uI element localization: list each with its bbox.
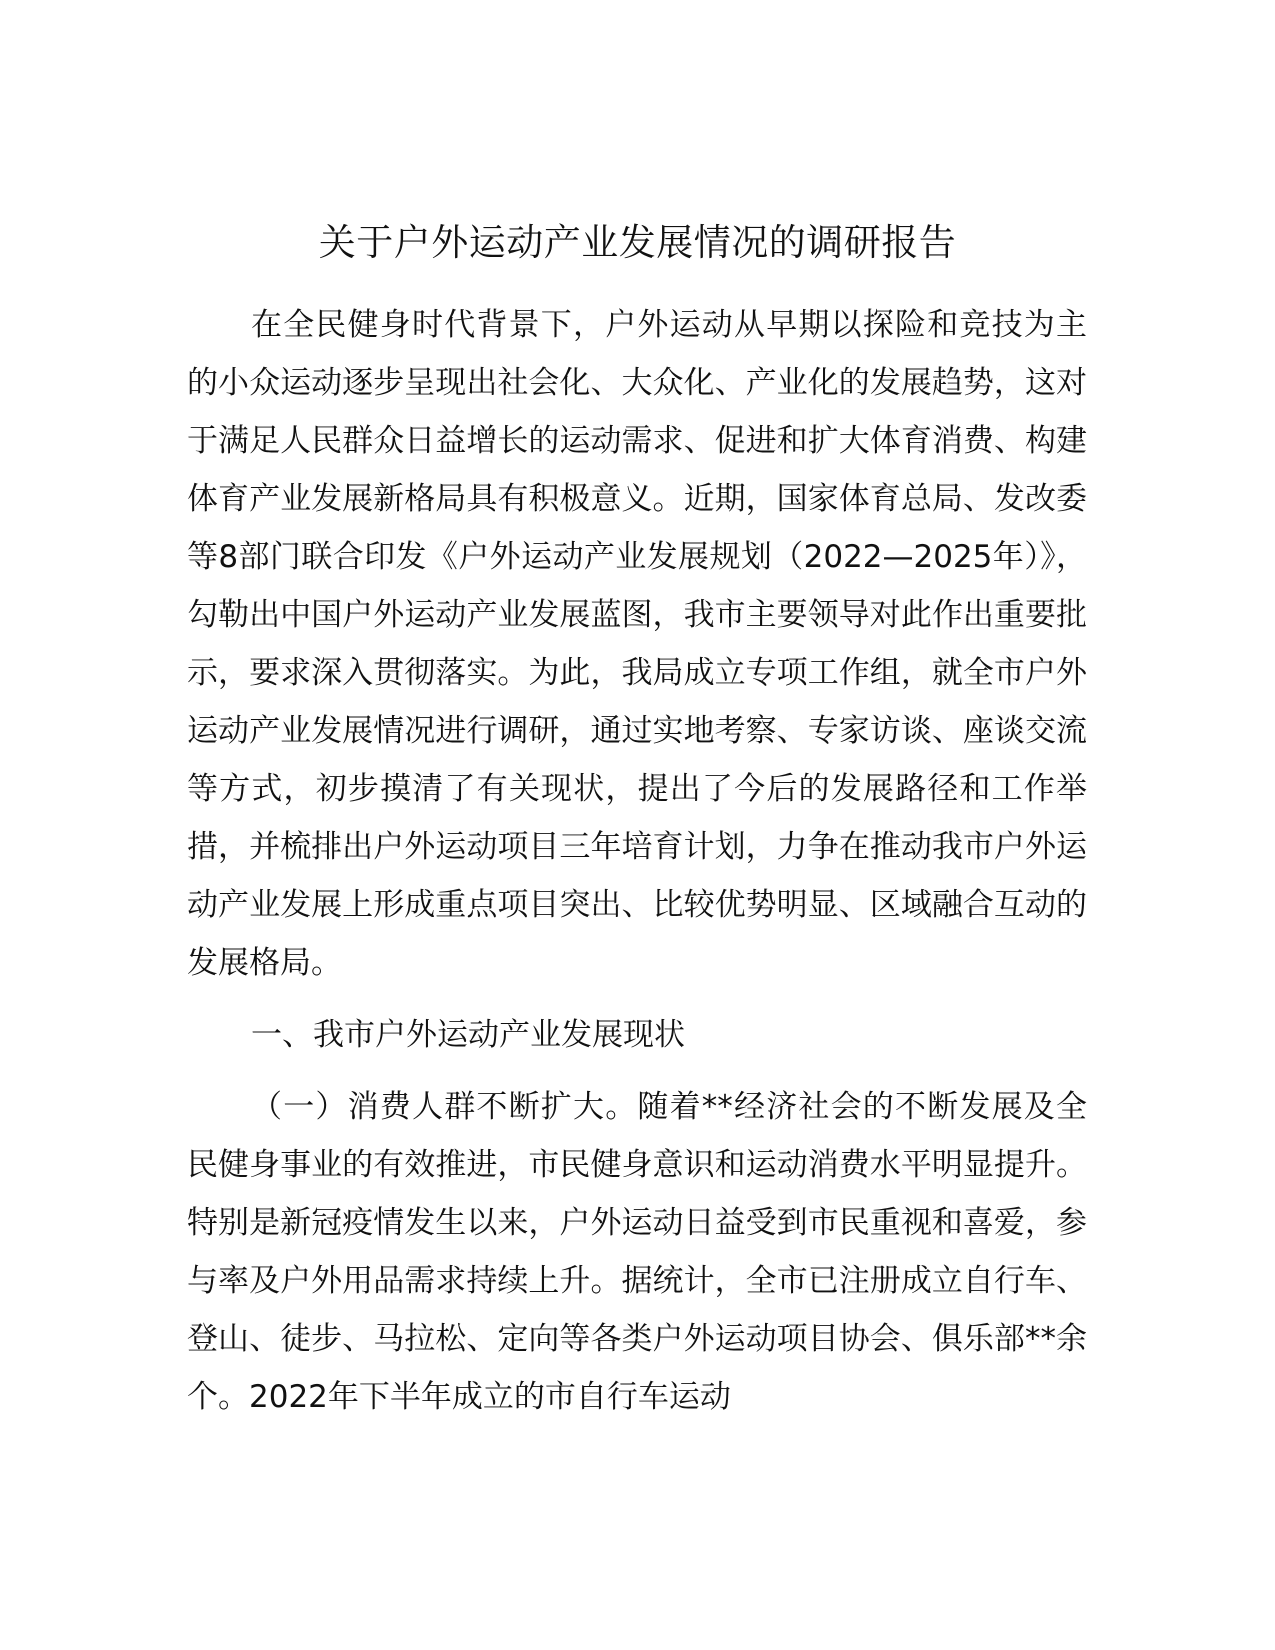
intro-paragraph: 在全民健身时代背景下，户外运动从早期以探险和竞技为主的小众运动逐步呈现出社会化、大众化、产业化的发展趋势，这对于满足人民群众日益增长的运动需求、促进和扩大体育消费、构建体育产业发展新格局具有积极意义。近期，国家体育总局、发改委等8部门联合印发《户外运动产业发展规划（2022—2025年）》，勾勒出中国户外运动产业发展蓝图，我市主要领导对此作出重要批示，要求深入贯彻落实。为此，我局成立专项工作组，就全市户外运动产业发展情况进行调研，通过实地考察、专家访谈、座谈交流等方式，初步摸清了有关现状，提出了今后的发展路径和工作举措，并梳排出户外运动项目三年培育计划，力争在推动我市户外运动产业发展上形成重点项目突出、比较优势明显、区域融合互动的发展格局。 bbox=[187, 307, 1087, 981]
document-body bbox=[187, 296, 1087, 1426]
document-title: 关于户外运动产业发展情况的调研报告 bbox=[318, 221, 957, 264]
section-heading: 一、我市户外运动产业发展现状 bbox=[251, 1017, 685, 1053]
subsection-paragraph: （一）消费人群不断扩大。随着**经济社会的不断发展及全民健身事业的有效推进，市民健身意识和运动消费水平明显提升。特别是新冠疫情发生以来，户外运动日益受到市民重视和喜爱，参与率及户外用品需求持续上升。据统计，全市已注册成立自行车、登山、徒步、马拉松、定向等各类户外运动项目协会、俱乐部**余个。2022年下半年成立的市自行车运动 bbox=[187, 1089, 1087, 1415]
